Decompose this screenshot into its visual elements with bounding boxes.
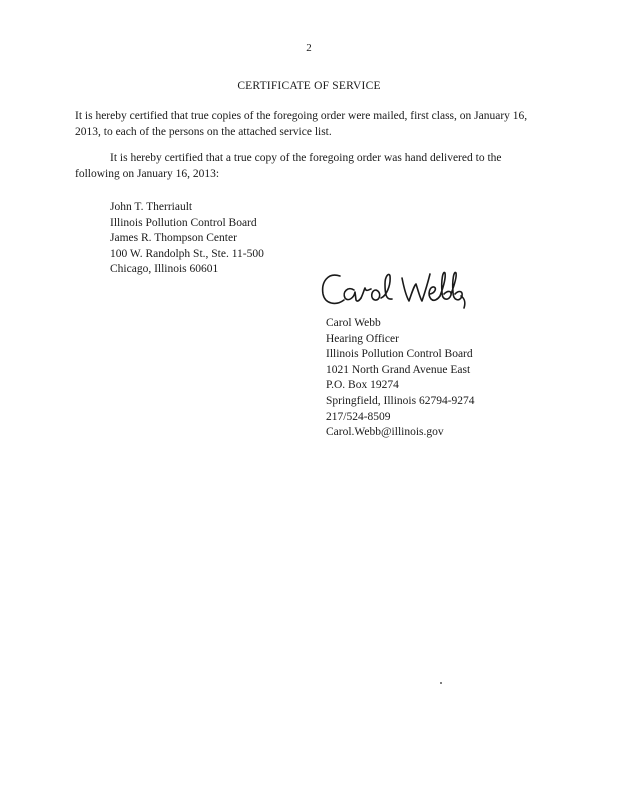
page-number: 2 <box>306 42 312 54</box>
hand-delivery-certification-paragraph <box>75 150 545 182</box>
mailing-certification-paragraph: It is hereby certified that true copies of the foregoing order were mailed, first class, on January 16, 2013, to each of the persons on the attached service list. <box>75 110 528 138</box>
signer-street: 1021 North Grand Avenue East <box>326 363 471 376</box>
signer-city: Springfield, Illinois 62794-9274 <box>326 394 475 407</box>
recipient-street: 100 W. Randolph St., Ste. 11-500 <box>110 247 264 260</box>
recipient-city: Chicago, Illinois 60601 <box>110 263 219 276</box>
signer-phone: 217/524-8509 <box>326 410 391 423</box>
document-heading: CERTIFICATE OF SERVICE <box>237 80 381 92</box>
handwritten-signature <box>318 268 468 312</box>
signer-name: Carol Webb <box>326 317 381 329</box>
hand-delivery-text: It is hereby certified that a true copy of the foregoing order was hand delivered to the following on January 16, 2013: <box>75 152 502 180</box>
signer-block <box>326 316 475 441</box>
recipient-name: John T. Therriault <box>110 201 193 213</box>
scan-speck <box>440 682 442 684</box>
recipient-address-block <box>110 200 264 278</box>
signer-po-box: P.O. Box 19274 <box>326 379 399 392</box>
recipient-organization: Illinois Pollution Control Board <box>110 216 257 229</box>
signer-title: Hearing Officer <box>326 332 399 345</box>
recipient-building: James R. Thompson Center <box>110 232 237 245</box>
signer-email: Carol.Webb@illinois.gov <box>326 426 444 439</box>
signer-organization: Illinois Pollution Control Board <box>326 348 473 361</box>
